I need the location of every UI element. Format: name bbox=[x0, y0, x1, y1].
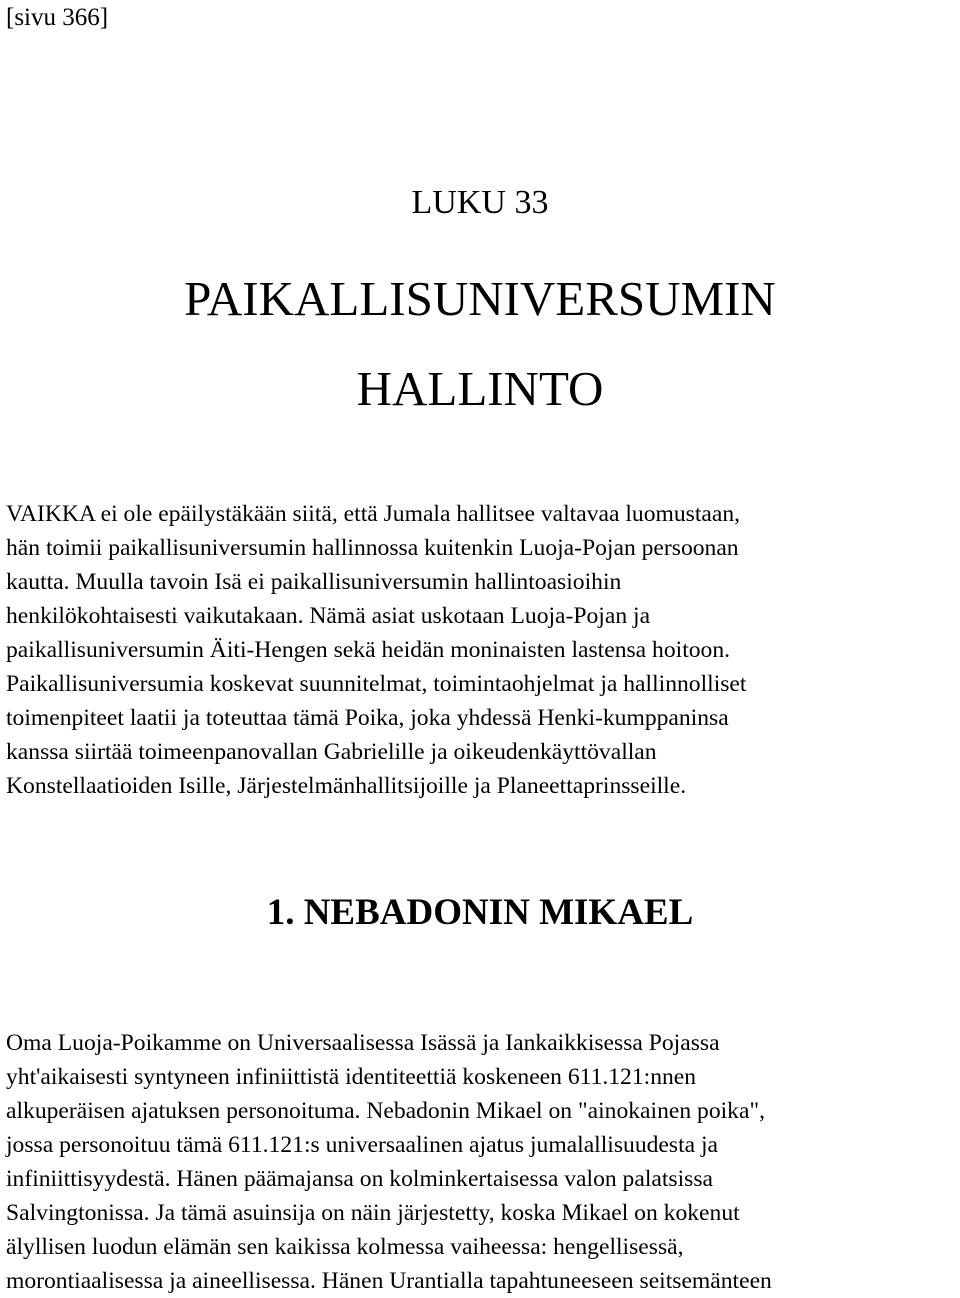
text-line: alkuperäisen ajatuksen personoituma. Nebadonin Mikael on "ainokainen poika", bbox=[6, 1098, 765, 1124]
text-line: Salvingtonissa. Ja tämä asuinsija on näin järjestetty, koska Mikael on kokenut bbox=[6, 1200, 740, 1226]
section-paragraph bbox=[6, 1026, 960, 1298]
text-line: kautta. Muulla tavoin Isä ei paikallisuniversumin hallintoasioihin bbox=[6, 569, 622, 595]
page-marker: [sivu 366] bbox=[6, 4, 109, 31]
intro-paragraph bbox=[6, 497, 960, 803]
text-line: infiniittisyydestä. Hänen päämajansa on kolminkertaisessa valon palatsissa bbox=[6, 1166, 713, 1192]
chapter-title-line: PAIKALLISUNIVERSUMIN bbox=[184, 271, 776, 326]
text-line: morontiaalisessa ja aineellisessa. Hänen Urantialla tapahtuneeseen seitsemänteen bbox=[6, 1268, 772, 1294]
text-line: jossa personoituu tämä 611.121:s universaalinen ajatus jumalallisuudesta ja bbox=[6, 1132, 719, 1158]
section-heading: 1. NEBADONIN MIKAEL bbox=[266, 892, 694, 933]
text-line: älyllisen luodun elämän sen kaikissa kolmessa vaiheessa: hengellisessä, bbox=[6, 1234, 684, 1260]
text-line: henkilökohtaisesti vaikutakaan. Nämä asiat uskotaan Luoja-Pojan ja bbox=[6, 603, 651, 629]
chapter-title bbox=[0, 254, 960, 434]
text-line: Konstellaatioiden Isille, Järjestelmänhallitsijoille ja Planeettaprinsseille. bbox=[6, 773, 687, 799]
chapter-label: LUKU 33 bbox=[411, 184, 549, 221]
text-line: hän toimii paikallisuniversumin hallinnossa kuitenkin Luoja-Pojan persoonan bbox=[6, 535, 739, 561]
text-line: kanssa siirtää toimeenpanovallan Gabrielille ja oikeudenkäyttövallan bbox=[6, 739, 657, 765]
text-line: Oma Luoja-Poikamme on Universaalisessa Isässä ja Iankaikkisessa Pojassa bbox=[6, 1030, 720, 1056]
text-line: paikallisuniversumin Äiti-Hengen sekä heidän moninaisten lastensa hoitoon. bbox=[6, 637, 731, 663]
chapter-title-line: HALLINTO bbox=[356, 361, 604, 416]
text-line: yht'aikaisesti syntyneen infiniittistä identiteettiä koskeneen 611.121:nnen bbox=[6, 1064, 697, 1090]
text-line: Paikallisuniversumia koskevat suunnitelmat, toimintaohjelmat ja hallinnolliset bbox=[6, 671, 747, 697]
text-line: VAIKKA ei ole epäilystäkään siitä, että Jumala hallitsee valtavaa luomustaan, bbox=[6, 501, 741, 527]
text-line: toimenpiteet laatii ja toteuttaa tämä Poika, joka yhdessä Henki-kumppaninsa bbox=[6, 705, 729, 731]
